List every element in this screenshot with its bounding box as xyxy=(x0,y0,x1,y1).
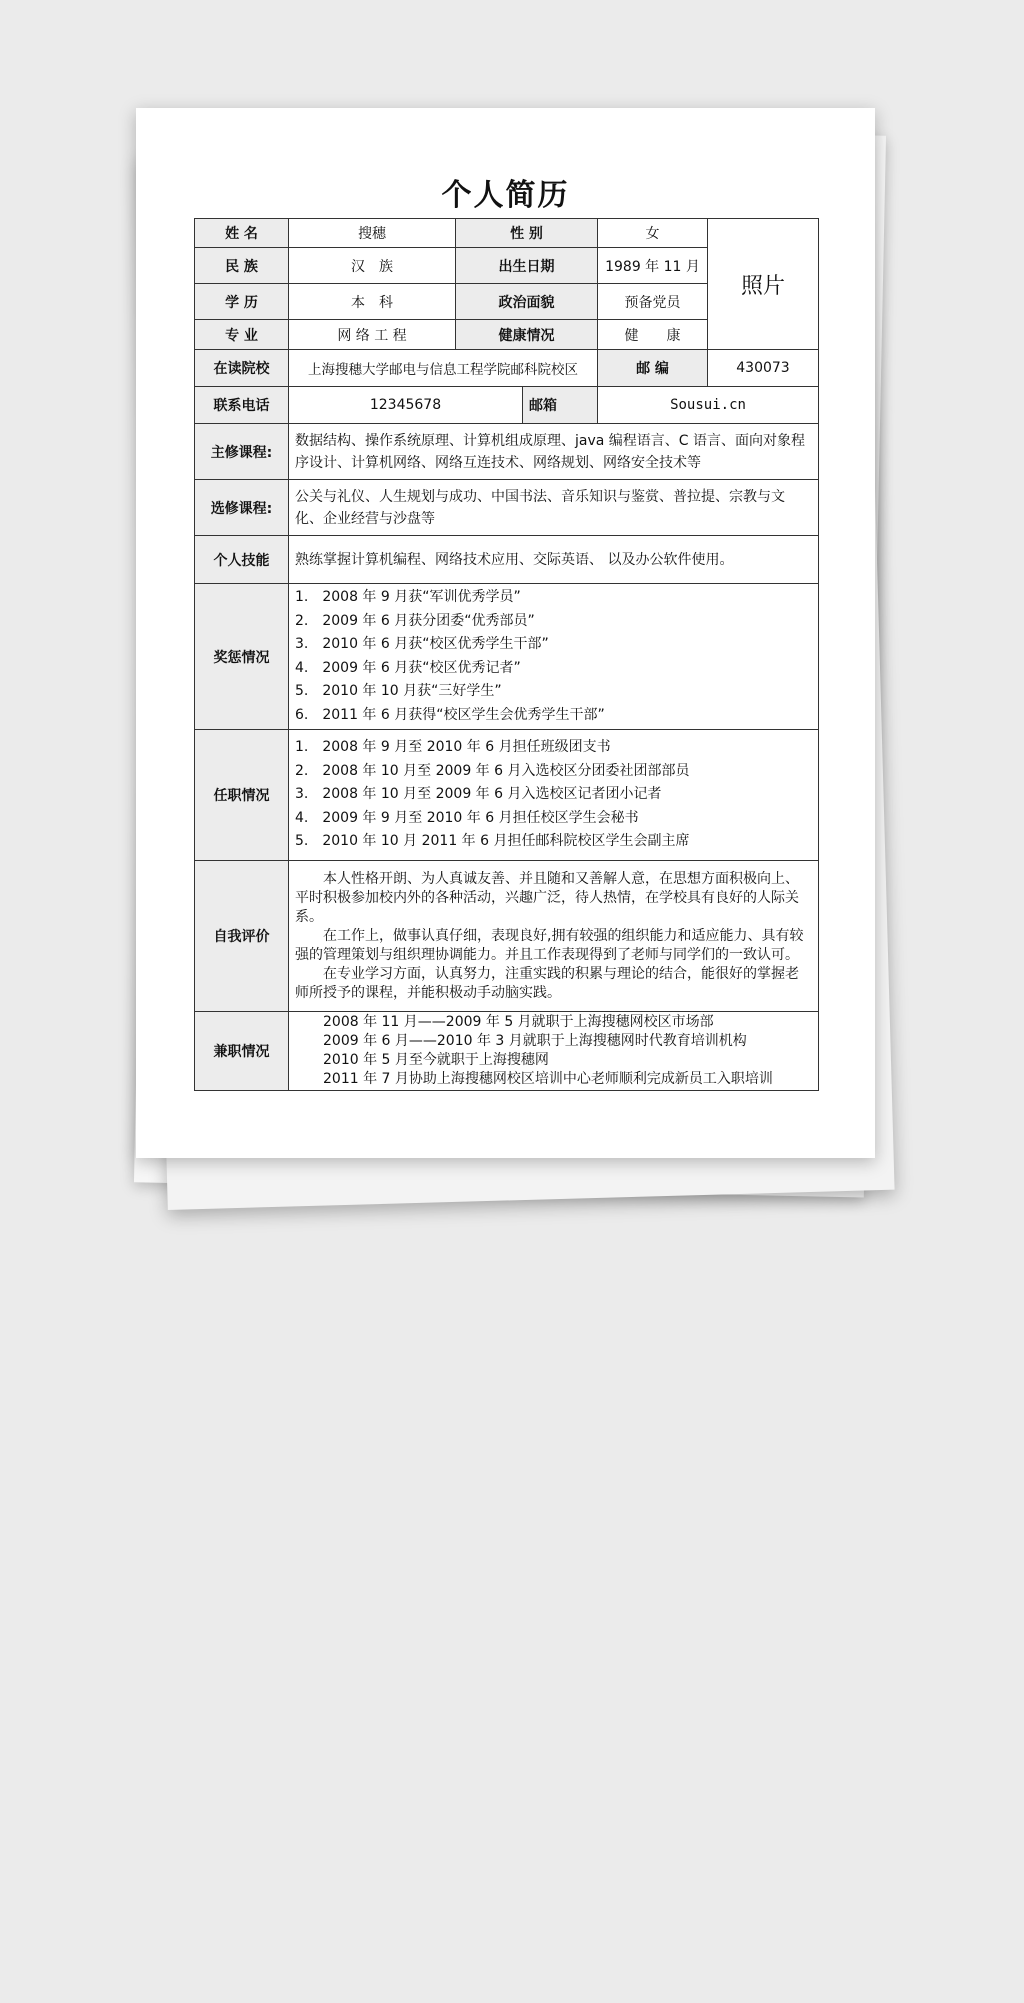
health-label: 健康情况 xyxy=(456,320,598,350)
health-value: 健 康 xyxy=(598,320,708,350)
birth-value: 1989 年 11 月 xyxy=(598,248,708,284)
list-item: 5. 2010 年 10 月获“三好学生” xyxy=(295,683,502,699)
list-item: 4. 2009 年 9 月至 2010 年 6 月担任校区学生会秘书 xyxy=(295,809,639,826)
photo-placeholder: 照片 xyxy=(708,219,819,350)
skills-text: 熟练掌握计算机编程、网络技术应用、交际英语、 以及办公软件使用。 xyxy=(289,536,819,584)
row-major-courses xyxy=(195,424,819,480)
row-contact xyxy=(195,387,819,424)
row-school xyxy=(195,350,819,387)
row-self-eval xyxy=(195,861,819,1012)
row-awards xyxy=(195,584,819,730)
email-value: Sousui.cn xyxy=(598,387,819,424)
list-item: 3. 2010 年 6 月获“校区优秀学生干部” xyxy=(295,636,549,652)
self-eval-label: 自我评价 xyxy=(195,861,289,1012)
awards-label: 奖惩情况 xyxy=(195,584,289,730)
ethnicity-value: 汉 族 xyxy=(289,248,456,284)
education-label: 学 历 xyxy=(195,284,289,320)
row-elective-courses xyxy=(195,480,819,536)
list-item: 6. 2011 年 6 月获得“校区学生会优秀学生干部” xyxy=(295,706,605,723)
self-eval-paragraph: 本人性格开朗、为人真诚友善、并且随和又善解人意，在思想方面积极向上、平时积极参加校内外的各种活动，兴趣广泛，待人热情，在学校具有良好的人际关系。 xyxy=(295,870,799,925)
resume-page xyxy=(136,108,875,1158)
awards-list xyxy=(295,584,812,729)
major-courses-label: 主修课程: xyxy=(195,424,289,480)
row-positions xyxy=(195,730,819,861)
birth-label: 出生日期 xyxy=(456,248,598,284)
name-label: 姓 名 xyxy=(195,219,289,248)
political-label: 政治面貌 xyxy=(456,284,598,320)
elective-courses-label: 选修课程: xyxy=(195,480,289,536)
gender-value: 女 xyxy=(598,219,708,248)
self-eval-paragraph: 在专业学习方面，认真努力，注重实践的积累与理论的结合，能很好的掌握老师所授予的课程，并能积极动手动脑实践。 xyxy=(295,965,799,1001)
school-value: 上海搜穗大学邮电与信息工程学院邮科院校区 xyxy=(289,350,598,387)
phone-value: 12345678 xyxy=(289,387,523,424)
list-item: 4. 2009 年 6 月获“校区优秀记者” xyxy=(295,659,521,676)
list-item: 1. 2008 年 9 月获“军训优秀学员” xyxy=(295,589,521,605)
list-item: 2009 年 6 月——2010 年 3 月就职于上海搜穗网时代教育培训机构 xyxy=(323,1033,747,1049)
positions-cell xyxy=(289,730,819,861)
positions-list xyxy=(295,734,812,856)
row-name xyxy=(195,219,819,248)
postcode-value: 430073 xyxy=(708,350,819,387)
self-eval-paragraph: 在工作上，做事认真仔细，表现良好,拥有较强的组织能力和适应能力、具有较强的管理策划与组织理协调能力。并且工作表现得到了老师与同学们的一致认可。 xyxy=(295,927,804,963)
list-item: 2. 2008 年 10 月至 2009 年 6 月入选校区分团委社团部部员 xyxy=(295,762,690,779)
page-title: 个人简历 xyxy=(441,178,570,213)
row-parttime xyxy=(195,1012,819,1091)
gender-label: 性 别 xyxy=(456,219,598,248)
list-item: 1. 2008 年 9 月至 2010 年 6 月担任班级团支书 xyxy=(295,739,611,756)
major-label: 专 业 xyxy=(195,320,289,350)
row-skills xyxy=(195,536,819,584)
self-eval-cell xyxy=(289,861,819,1012)
postcode-label: 邮 编 xyxy=(598,350,708,387)
name-value: 搜穗 xyxy=(289,219,456,248)
major-value: 网 络 工 程 xyxy=(289,320,456,350)
skills-label: 个人技能 xyxy=(195,536,289,584)
political-value: 预备党员 xyxy=(598,284,708,320)
education-value: 本 科 xyxy=(289,284,456,320)
awards-cell xyxy=(289,584,819,730)
resume-table xyxy=(194,218,819,1091)
phone-label: 联系电话 xyxy=(195,387,289,424)
major-courses-text: 数据结构、操作系统原理、计算机组成原理、java 编程语言、C 语言、面向对象程序设计、计算机网络、网络互连技术、网络规划、网络安全技术等 xyxy=(289,424,819,480)
ethnicity-label: 民 族 xyxy=(195,248,289,284)
list-item: 2008 年 11 月——2009 年 5 月就职于上海搜穗网校区市场部 xyxy=(323,1014,714,1030)
list-item: 2010 年 5 月至今就职于上海搜穗网 xyxy=(323,1052,549,1068)
list-item: 5. 2010 年 10 月 2011 年 6 月担任邮科院校区学生会副主席 xyxy=(295,833,690,850)
parttime-cell xyxy=(289,1012,819,1091)
school-label: 在读院校 xyxy=(195,350,289,387)
positions-label: 任职情况 xyxy=(195,730,289,861)
elective-courses-text: 公关与礼仪、人生规划与成功、中国书法、音乐知识与鉴赏、普拉提、宗教与文化、企业经营与沙盘等 xyxy=(289,480,819,536)
list-item: 2. 2009 年 6 月获分团委“优秀部员” xyxy=(295,612,535,629)
email-label: 邮箱 xyxy=(523,387,598,424)
parttime-label: 兼职情况 xyxy=(195,1012,289,1091)
list-item: 2011 年 7 月协助上海搜穗网校区培训中心老师顺利完成新员工入职培训 xyxy=(323,1071,773,1087)
list-item: 3. 2008 年 10 月至 2009 年 6 月入选校区记者团小记者 xyxy=(295,786,662,803)
